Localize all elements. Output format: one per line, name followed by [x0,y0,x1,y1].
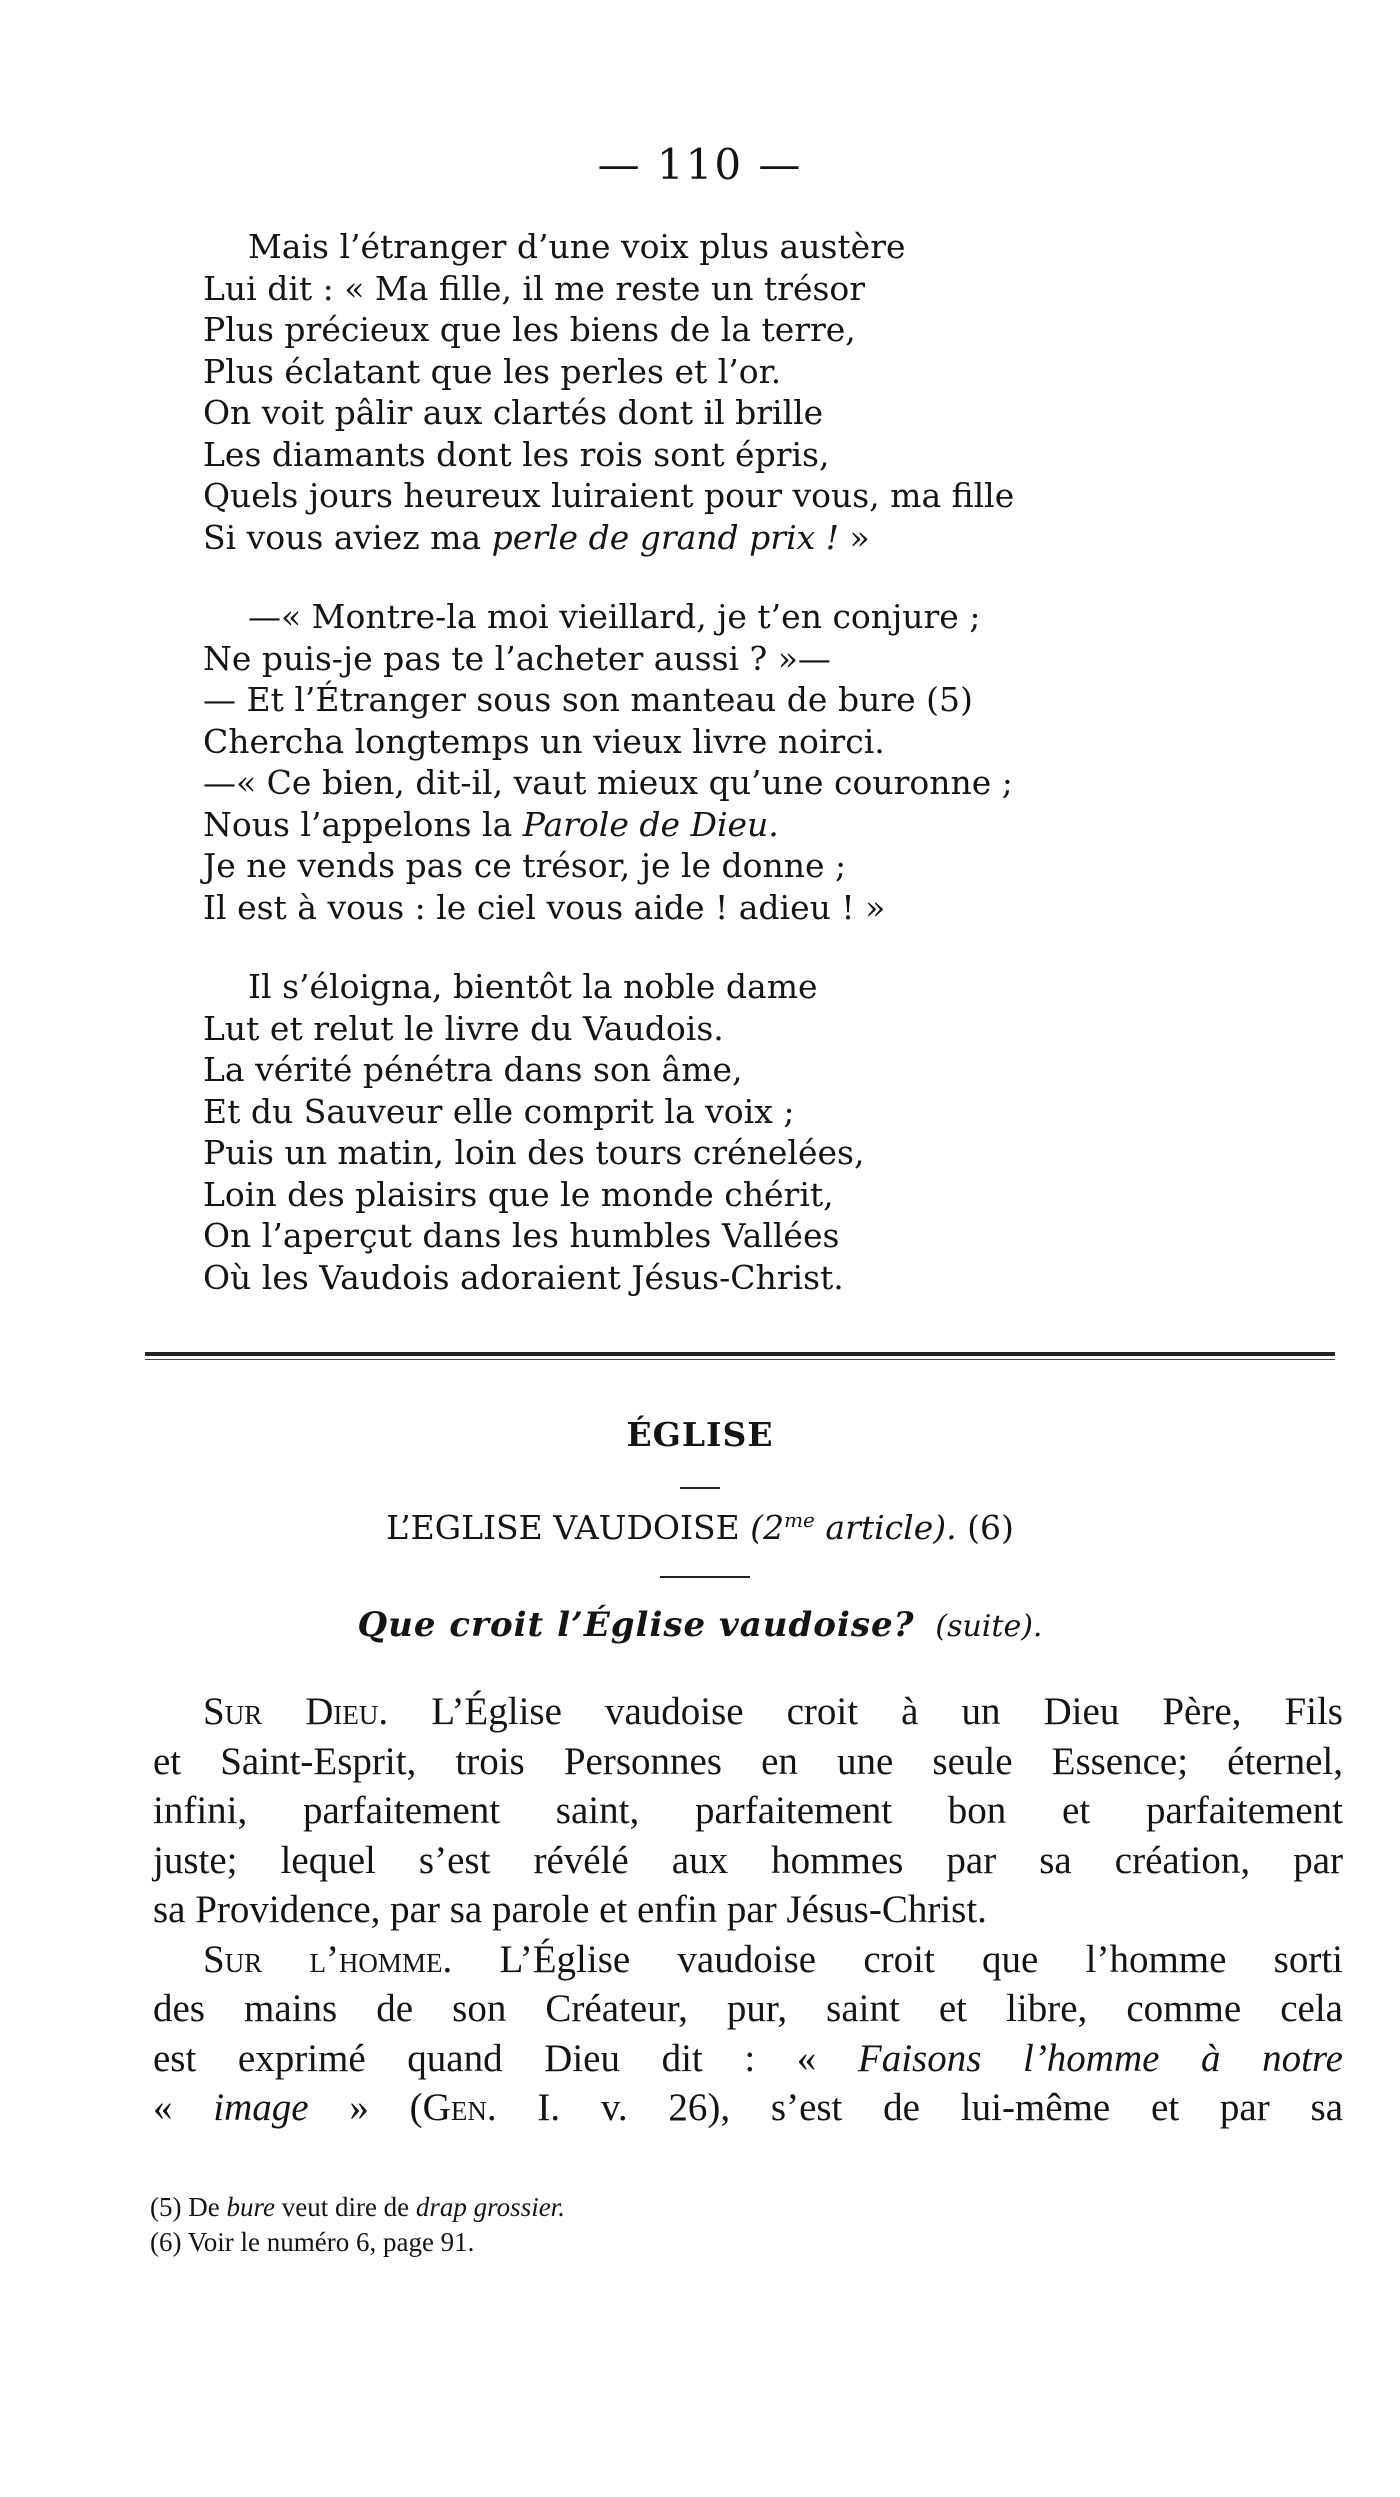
verse: Je ne vends pas ce trésor, je le donne ; [203,846,847,885]
verse: Puis un matin, loin des tours crénelées, [203,1133,865,1172]
paragraph-label: Sur Dieu. [203,1690,389,1733]
poem-stanza-2 [203,596,1203,928]
prose-text: » ( [308,2086,423,2129]
verse: La vérité pénétra dans son âme, [203,1050,743,1089]
verse: Lui dit : « Ma fille, il me reste un trésor [203,268,866,308]
verse-with-italic [203,804,1203,846]
article-number-suffix: me [784,1508,815,1532]
footnote-5 [150,2190,565,2225]
footnote-text: (5) De [150,2192,227,2222]
prose-line [153,2034,1343,2084]
verse: On l’aperçut dans les humbles Vallées [203,1216,840,1255]
footnote-em: drap grossier. [415,2192,565,2222]
article-footnote-ref: (6) [967,1508,1014,1547]
question-heading [0,1605,1400,1645]
verse: Mais l’étranger d’une voix plus austère [248,227,906,266]
article-title [0,1508,1400,1547]
verse: —« Ce bien, dit-il, vaut mieux qu’une couronne ; [203,763,1013,802]
verse: Où les Vaudois adoraient Jésus-Christ. [203,1257,844,1297]
verse: On voit pâlir aux clartés dont il brille [203,393,824,432]
short-divider [660,1576,750,1578]
verse: Chercha longtemps un vieux livre noirci. [203,721,885,761]
section-divider [145,1352,1335,1360]
question-suite: (suite). [935,1609,1043,1644]
prose-text: L’Église vaudoise croit à un Dieu Père, Fils [431,1690,1343,1733]
verse-text: » [838,517,870,557]
poem [203,226,1203,1336]
prose-text: « [153,2086,214,2129]
page-number: — 110 — [597,140,803,189]
verse-with-italic [203,517,1203,559]
article-word: article). [814,1508,957,1547]
section-title: ÉGLISE [626,1415,774,1454]
article-number [750,1508,956,1547]
verse: —« Montre-la moi vieillard, je t’en conjure ; [248,597,981,636]
prose-text: I. v. 26), s’est de lui-même et par sa [496,2086,1344,2129]
paragraph-label: Sur l’homme. [203,1937,453,1981]
verse-text: Nous l’appelons la [203,804,523,844]
short-divider [680,1487,720,1489]
footnote-em: bure [226,2192,275,2222]
verse: Il est à vous : le ciel vous aide ! adieu ! » [203,887,886,927]
footnote-text: veut dire de [274,2192,416,2222]
footnote-6: (6) Voir le numéro 6, page 91. [150,2227,475,2257]
verse: Ne puis-je pas te l’acheter aussi ? »— [203,638,831,678]
question-text: Que croit l’Église vaudoise? [357,1605,915,1645]
prose-line: sa Providence, par sa parole et enfin par Jésus-Christ. [153,1888,987,1931]
prose-line: infini, parfaitement saint, parfaitement bon et parfaitement [153,1789,1343,1832]
verse: Lut et relut le livre du Vaudois. [203,1008,724,1048]
verse: Plus précieux que les biens de la terre, [203,310,856,349]
verse-italic: perle de grand prix ! [491,517,839,557]
verse-text: Si vous aviez ma [203,517,492,557]
prose-line: juste; lequel s’est révélé aux hommes par sa création, par [153,1838,1343,1882]
prose-line [153,1935,1343,1985]
verse: Quels jours heureux luiraient pour vous, ma fille [203,476,1015,515]
prose-line: des mains de son Créateur, pur, saint et libre, comme cela [153,1987,1343,2030]
scripture-quote: Faisons l’homme à notre [857,2036,1343,2080]
verse: Et du Sauveur elle comprit la voix ; [203,1091,795,1131]
article-title-text: L’EGLISE VAUDOISE [386,1508,740,1547]
article-number-value: (2 [750,1508,785,1547]
verse: Plus éclatant que les perles et l’or. [203,351,782,391]
prose-line [153,2083,1343,2133]
footnotes [150,2190,565,2260]
verse-italic: Parole de Dieu. [522,804,779,844]
prose-text: L’Église vaudoise croit que l’homme sorti [499,1937,1344,1981]
prose-body [153,1687,1343,2133]
bible-book: Gen. [422,2086,497,2129]
prose-line [153,1687,1343,1737]
verse: Loin des plaisirs que le monde chérit, [203,1174,834,1214]
poem-stanza-3 [203,966,1203,1298]
verse: Il s’éloigna, bientôt la noble dame [248,967,818,1006]
prose-text: est exprimé quand Dieu dit : « [153,2036,817,2080]
verse: — Et l’Étranger sous son manteau de bure (5) [203,680,973,719]
prose-line: et Saint-Esprit, trois Personnes en une seule Essence; éternel, [153,1739,1343,1783]
poem-stanza-1 [203,226,1203,558]
verse: Les diamants dont les rois sont épris, [203,434,830,474]
scripture-quote: image [213,2086,309,2129]
